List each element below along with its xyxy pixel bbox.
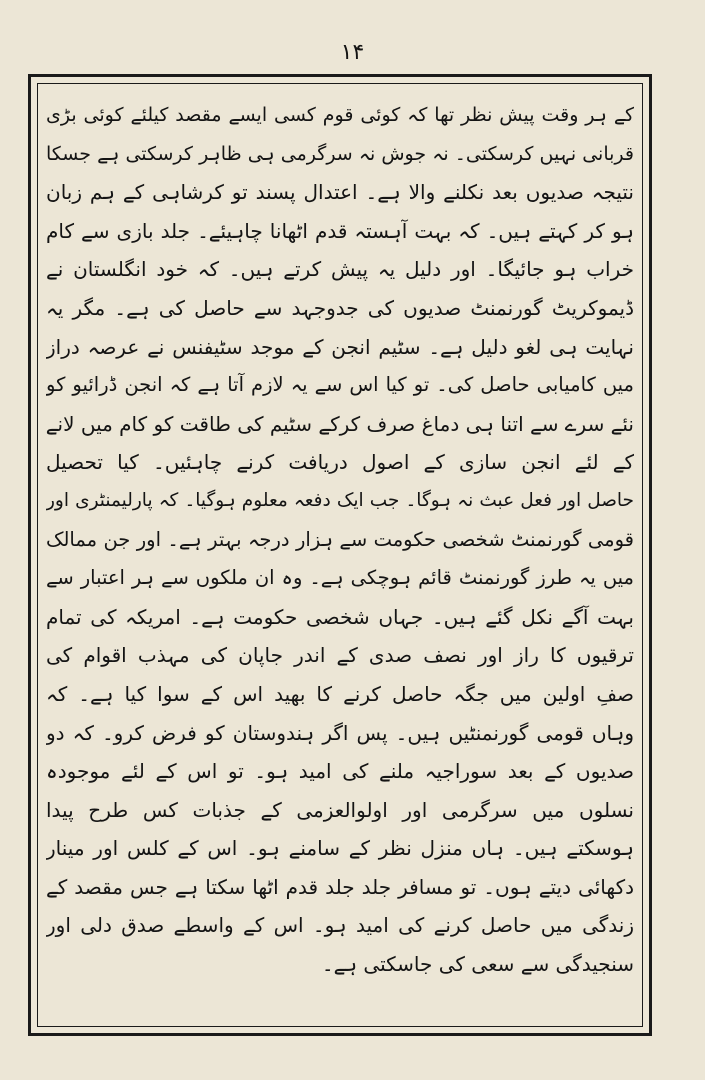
page-number: ۱۴ bbox=[340, 40, 365, 65]
text-line: کے لئے انجن سازی کے اصول دریافت کرنے چاہئیں۔ کیا تحصیل bbox=[46, 450, 634, 475]
text-line: قومی گورنمنٹ شخصی حکومت سے ہزار درجہ بہتر ہے۔ اور جن ممالک bbox=[46, 527, 634, 551]
text-line: دکھائی دیتے ہوں۔ تو مسافر جلد جلد قدم اٹھا سکتا ہے جس مقصد کے bbox=[46, 874, 634, 899]
text-line: ہوسکتے ہیں۔ ہاں منزل نظر کے سامنے ہو۔ اس کے کلس اور مینار bbox=[46, 836, 634, 861]
text-line: زندگی میں حاصل کرنے کی امید ہو۔ اس کے واسطے صدق دلی اور bbox=[46, 913, 634, 938]
text-line: صفِ اولین میں جگہ حاصل کرنے کا بھید اس کے سوا کیا ہے۔ کہ bbox=[46, 681, 634, 706]
text-line: نتیجہ صدیوں بعد نکلنے والا ہے۔ اعتدال پسند تو کرشاہی کے ہم زبان bbox=[46, 180, 634, 205]
text-line: میں یہ طرز گورنمنٹ قائم ہوچکی ہے۔ وہ ان ملکوں سے ہر اعتبار سے bbox=[46, 566, 634, 590]
body-text bbox=[46, 96, 634, 984]
text-line: حاصل اور فعل عبث نہ ہوگا۔ جب ایک دفعہ معلوم ہوگیا۔ کہ پارلیمنٹری اور bbox=[46, 489, 634, 511]
text-line: خراب ہو جائیگا۔ اور دلیل یہ پیش کرتے ہیں۔ کہ خود انگلستان نے bbox=[46, 257, 634, 282]
text-line: کے ہر وقت پیش نظر تھا کہ کوئی قوم کسی ایسے مقصد کیلئے کوئی بڑی bbox=[46, 104, 634, 126]
text-line: وہاں قومی گورنمنٹیں ہیں۔ پس اگر ہندوستان کو فرض کرو۔ کہ دو bbox=[46, 720, 634, 745]
text-line: ترقیوں کا راز اور نصف صدی کے اندر جاپان کی مہذب اقوام کی bbox=[46, 643, 634, 668]
text-line: ڈیموکریٹ گورنمنٹ صدیوں کی جدوجہد سے حاصل کی ہے۔ مگر یہ bbox=[46, 295, 634, 320]
text-line: نئے سرے سے اتنا ہی دماغ صرف کرکے سٹیم کی طاقت کو کام میں لانے bbox=[46, 411, 634, 436]
text-line: بہت آگے نکل گئے ہیں۔ جہاں شخصی حکومت ہے۔ امریکہ کی تمام bbox=[46, 604, 634, 629]
text-line: نسلوں میں سرگرمی اور اولوالعزمی کے جذبات کس طرح پیدا bbox=[46, 797, 634, 822]
text-line: نہایت ہی لغو دلیل ہے۔ سٹیم انجن کے موجد سٹیفنس نے عرصہ دراز bbox=[46, 334, 634, 359]
text-line: میں کامیابی حاصل کی۔ تو کیا اس سے یہ لازم آتا ہے کہ انجن ڈرائیو کو bbox=[46, 373, 634, 397]
text-line: قربانی نہیں کرسکتی۔ نہ جوش نہ سرگرمی ہی ظاہر کرسکتی ہے جسکا bbox=[46, 142, 634, 165]
text-line: صدیوں کے بعد سوراجیہ ملنے کی امید ہو۔ تو اس کے لئے موجودہ bbox=[46, 759, 634, 784]
text-line: ہو کر کہتے ہیں۔ کہ بہت آہستہ قدم اٹھانا چاہیئے۔ جلد بازی سے کام bbox=[46, 218, 634, 243]
text-line: سنجیدگی سے سعی کی جاسکتی ہے۔ bbox=[321, 952, 634, 977]
